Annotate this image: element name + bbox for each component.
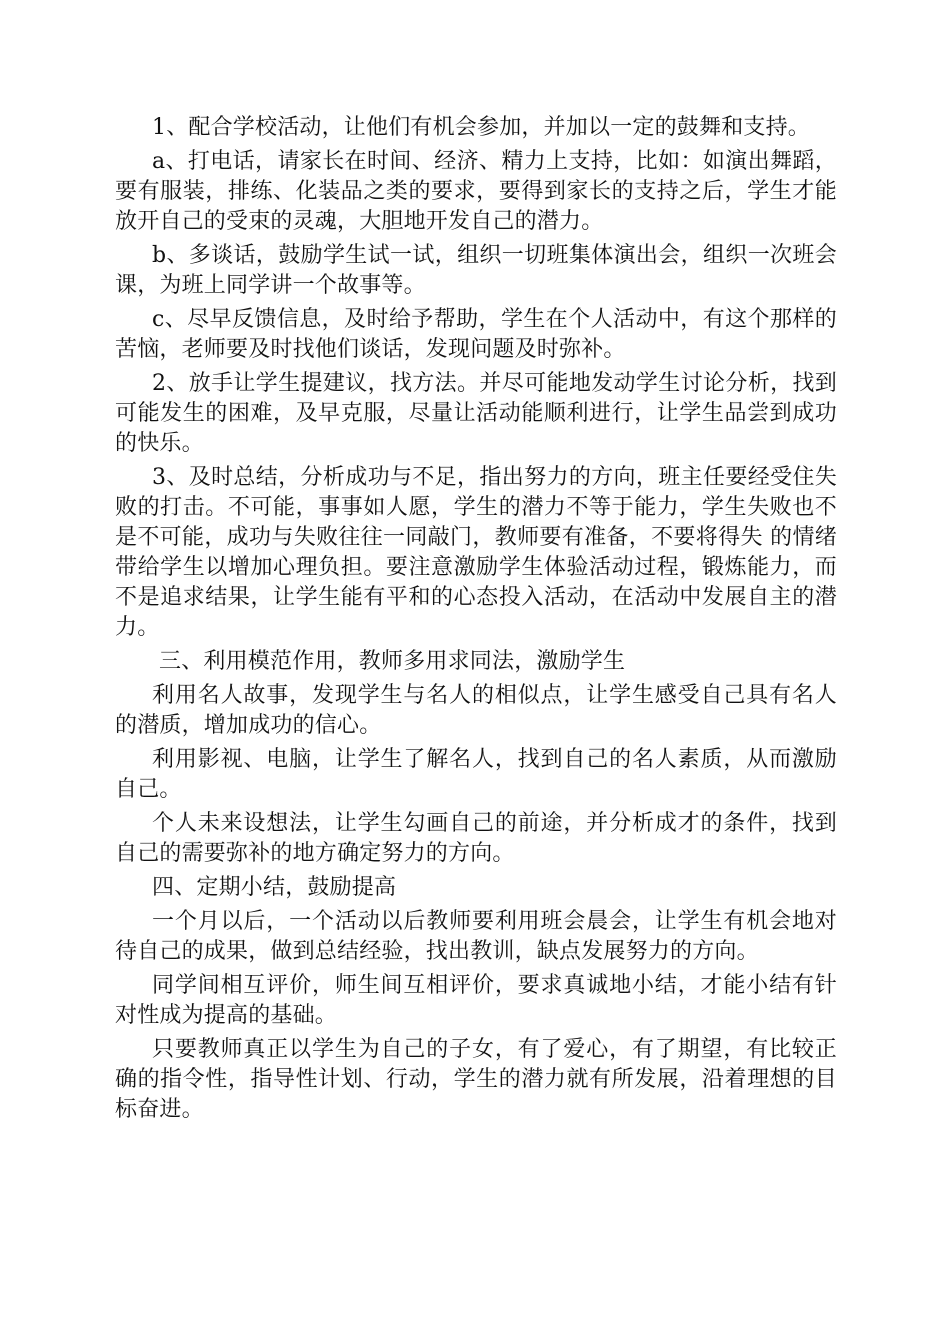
paragraph-3: 3、及时总结，分析成功与不足，指出努力的方向，班主任要经受住失败的打击。不可能，事事如人愿，学生的潜力不等于能力，学生失败也不是不可能，成功与失败往往一同敲门，教师要有准备，不要将得失 的情绪带给学生以增加心理负担。要注意激励学生体验活动过程，锻炼能力，而不是追求结果，让学生能有平和的心态投入活动，在活动中发展自主的潜力。 xyxy=(115,465,837,640)
paragraph-c: c、尽早反馈信息，及时给予帮助，学生在个人活动中，有这个那样的苦恼，老师要及时找他们谈话，发现问题及时弥补。 xyxy=(115,307,837,362)
paragraph-b: b、多谈话，鼓励学生试一试，组织一切班集体演出会，组织一次班会课，为班上同学讲一个故事等。 xyxy=(115,243,837,298)
paragraph-1: 1、配合学校活动，让他们有机会参加，并加以一定的鼓舞和支持。 xyxy=(152,115,810,140)
document-body xyxy=(115,113,837,1129)
paragraph-2: 2、放手让学生提建议，找方法。并尽可能地发动学生讨论分析，找到可能发生的困难，及早克服，尽量让活动能顺利进行，让学生品尝到成功的快乐。 xyxy=(115,371,837,456)
paragraph-media: 利用影视、电脑，让学生了解名人，找到自己的名人素质，从而激励自己。 xyxy=(115,747,837,802)
section-heading-3: 三、利用模范作用，教师多用求同法，激励学生 xyxy=(159,649,626,674)
paragraph-celebrity-stories: 利用名人故事，发现学生与名人的相似点，让学生感受自己具有名人的潜质，增加成功的信心。 xyxy=(115,683,837,738)
paragraph-peer-evaluation: 同学间相互评价，师生间互相评价，要求真诚地小结，才能小结有针对性成为提高的基础。 xyxy=(115,973,837,1028)
paragraph-monthly-review: 一个月以后，一个活动以后教师要利用班会晨会，让学生有机会地对待自己的成果，做到总结经验，找出教训，缺点发展努力的方向。 xyxy=(115,909,837,964)
paragraph-a: a、打电话，请家长在时间、经济、精力上支持，比如：如演出舞蹈，要有服装，排练、化装品之类的要求，要得到家长的支持之后，学生才能放开自己的受束的灵魂，大胆地开发自己的潜力。 xyxy=(115,149,837,234)
paragraph-conclusion: 只要教师真正以学生为自己的子女，有了爱心，有了期望，有比较正确的指令性，指导性计划、行动，学生的潜力就有所发展，沿着理想的目标奋进。 xyxy=(115,1037,837,1122)
paragraph-future-plan: 个人未来设想法，让学生勾画自己的前途，并分析成才的条件，找到自己的需要弥补的地方确定努力的方向。 xyxy=(115,811,837,866)
section-heading-4: 四、定期小结，鼓励提高 xyxy=(152,875,397,900)
